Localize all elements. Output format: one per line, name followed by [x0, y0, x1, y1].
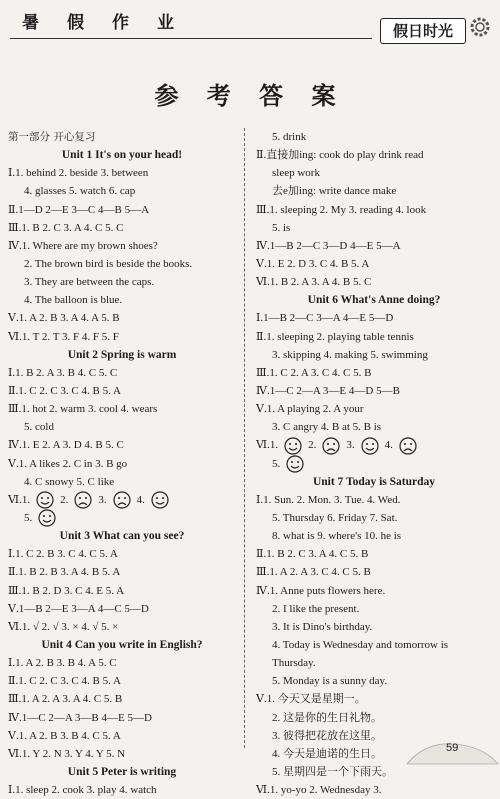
answer-line: 3. They are between the caps. [24, 276, 155, 289]
answer-line: Ⅲ.1. hot 2. warm 3. cool 4. wears [8, 403, 158, 416]
answer-line: 3. It is Dino's birthday. [272, 620, 373, 633]
answer-line: 4. 今天是迪诺的生日。 [272, 747, 382, 760]
answer-line: Ⅰ.1. B 2. A 3. B 4. C 5. C [8, 366, 118, 379]
answer-line: 2. 这是你的生日礼物。 [272, 711, 382, 724]
series-char: 业 [157, 13, 176, 33]
page-header [0, 0, 500, 50]
answer-line: 4. Today is Wednesday and tomorrow is [272, 638, 449, 651]
answer-line: 3. skipping 4. making 5. swimming [272, 348, 428, 361]
answer-line: Ⅵ.1. T 2. T 3. F 4. F 5. F [8, 330, 119, 343]
right-column [256, 128, 492, 799]
sad-face-icon [399, 437, 417, 455]
answer-line: Ⅲ.1. B 2. C 3. A 4. C 5. C [8, 221, 124, 234]
answer-line: Ⅵ.1. √ 2. √ 3. × 4. √ 5. × [8, 620, 119, 633]
answer-line: 4. The balloon is blue. [24, 294, 123, 307]
unit-heading: Unit 2 Spring is warm [67, 348, 177, 361]
answer-line: Ⅰ.1. sleep 2. cook 3. play 4. watch [8, 784, 157, 797]
page-number: 59 [446, 742, 459, 754]
answer-line: Ⅰ.1—B 2—C 3—A 4—E 5—D [256, 312, 394, 325]
answer-line: Ⅰ.1. Sun. 2. Mon. 3. Tue. 4. Wed. [256, 493, 401, 506]
answer-line: Ⅱ.1—D 2—E 3—C 4—B 5—A [8, 203, 150, 216]
answer-line-faces [8, 491, 236, 509]
series-title [22, 8, 202, 33]
answer-line: Ⅰ.1. C 2. B 3. C 4. C 5. A [8, 548, 118, 561]
answer-line: Ⅱ.1. sleeping 2. playing table tennis [256, 330, 414, 343]
answer-line: Ⅴ.1. A 2. B 3. B 4. C 5. A [8, 729, 121, 742]
answer-line: 5. Monday is a sunny day. [272, 675, 388, 688]
happy-face-icon [286, 455, 304, 473]
answer-line: 2. The brown bird is beside the books. [24, 257, 193, 270]
series-char: 暑 [22, 13, 41, 33]
answer-line: Ⅴ.1. E 2. D 3. C 4. B 5. A [256, 257, 370, 270]
unit-heading: Unit 7 Today is Saturday [312, 475, 436, 488]
answer-line: 4. C snowy 5. C like [24, 475, 115, 488]
unit-heading: Unit 1 It's on your head! [61, 149, 183, 162]
answer-line: Ⅴ.1. A likes 2. C in 3. B go [8, 457, 128, 470]
answer-line: Ⅳ.1—B 2—C 3—D 4—E 5—A [256, 239, 401, 252]
answer-line: 5. cold [24, 421, 54, 434]
answer-line: Ⅱ.1. B 2. B 3. A 4. B 5. A [8, 566, 121, 579]
section-heading: 第一部分 开心复习 [8, 131, 96, 143]
answer-line: Ⅳ.1. Where are my brown shoes? [8, 239, 158, 252]
answer-line: Ⅳ.1. Anne puts flowers here. [256, 584, 386, 597]
answer-line: Thursday. [272, 657, 316, 670]
answer-line: Ⅲ.1. A 2. A 3. C 4. C 5. B [256, 566, 371, 579]
happy-face-icon [36, 491, 54, 509]
happy-face-icon [151, 491, 169, 509]
answer-line: Ⅰ.1. A 2. B 3. B 4. A 5. C [8, 657, 117, 670]
line-prefix: 5. [24, 511, 33, 524]
answer-line: Ⅵ.1. B 2. A 3. A 4. B 5. C [256, 276, 372, 289]
answer-line: 5. drink [272, 131, 307, 143]
line-prefix: Ⅵ.1. [8, 493, 31, 506]
sad-face-icon [74, 491, 92, 509]
answer-line: Ⅲ.1. A 2. A 3. A 4. C 5. B [8, 693, 123, 706]
item-number: 2. [60, 493, 69, 506]
sad-face-icon [113, 491, 131, 509]
item-number: 2. [308, 439, 317, 452]
answer-line: Ⅴ.1—B 2—E 3—A 4—C 5—D [8, 602, 149, 615]
line-prefix: 5. [272, 457, 281, 470]
answer-line: Ⅲ.1. sleeping 2. My 3. reading 4. look [256, 203, 427, 216]
series-char: 假 [67, 13, 86, 33]
answer-line: Ⅵ.1. Y 2. N 3. Y 4. Y 5. N [8, 747, 126, 760]
answer-line: Ⅵ.1. yo-yo 2. Wednesday 3. [256, 784, 382, 797]
sad-face-icon [322, 437, 340, 455]
answer-line-faces [8, 509, 236, 527]
answer-line: 2. I like the present. [272, 602, 360, 615]
answer-line: Ⅰ.1. behind 2. beside 3. between [8, 167, 149, 180]
answer-line: Ⅱ.1. C 2. C 3. C 4. B 5. A [8, 384, 121, 397]
answer-line: 5. is [272, 221, 291, 234]
answer-line: Ⅱ.直接加ing: cook do play drink read [256, 149, 424, 162]
answer-line: Ⅱ.1. B 2. C 3. A 4. C 5. B [256, 548, 369, 561]
answer-line: 去e加ing: write dance make [272, 185, 397, 198]
answer-line: Ⅳ.1—C 2—A 3—E 4—D 5—B [256, 384, 400, 397]
answer-line: Ⅲ.1. B 2. D 3. C 4. E 5. A [8, 584, 125, 597]
item-number: 3. [98, 493, 107, 506]
happy-face-icon [284, 437, 302, 455]
answer-line-faces [256, 436, 492, 454]
page-title: 参 考 答 案 [154, 82, 346, 110]
header-rule [10, 38, 372, 39]
unit-heading: Unit 6 What's Anne doing? [307, 294, 441, 307]
answer-line: 8. what is 9. where's 10. he is [272, 530, 402, 543]
answer-line: Ⅴ.1. A 2. B 3. A 4. A 5. B [8, 312, 120, 325]
answer-line: Ⅳ.1—C 2—A 3—B 4—E 5—D [8, 711, 152, 724]
unit-heading: Unit 5 Peter is writing [67, 765, 177, 778]
answer-line: 4. glasses 5. watch 6. cap [24, 185, 136, 198]
answer-line: 5. 星期四是一个下雨天。 [272, 765, 393, 778]
item-number: 4. [136, 493, 145, 506]
answer-line: Ⅱ.1. C 2. C 3. C 4. B 5. A [8, 675, 121, 688]
item-number: 3. [346, 439, 355, 452]
happy-face-icon [361, 437, 379, 455]
answer-line: 5. Thursday 6. Friday 7. Sat. [272, 511, 398, 524]
unit-heading: Unit 4 Can you write in English? [41, 638, 203, 651]
series-char: 作 [112, 13, 131, 33]
answer-line: 3. 彼得把花放在这里。 [272, 729, 382, 742]
answer-line: Ⅳ.1. E 2. A 3. D 4. B 5. C [8, 439, 124, 452]
column-divider [244, 128, 245, 748]
answer-line: Ⅴ.1. 今天又是星期一。 [256, 693, 366, 706]
answer-line: Ⅲ.1. C 2. A 3. C 4. C 5. B [256, 366, 372, 379]
left-column [8, 128, 236, 799]
answer-line: Ⅴ.1. A playing 2. A your [256, 403, 364, 416]
answer-line: 3. C angry 4. B at 5. B is [272, 421, 382, 434]
gear-icon [467, 14, 493, 40]
answer-line-faces [256, 455, 492, 473]
brand-box: 假日时光 [380, 18, 466, 44]
happy-face-icon [38, 509, 56, 527]
answer-line: sleep work [272, 167, 320, 180]
line-prefix: Ⅵ.1. [256, 439, 279, 452]
unit-heading: Unit 3 What can you see? [59, 530, 185, 543]
item-number: 4. [384, 439, 393, 452]
